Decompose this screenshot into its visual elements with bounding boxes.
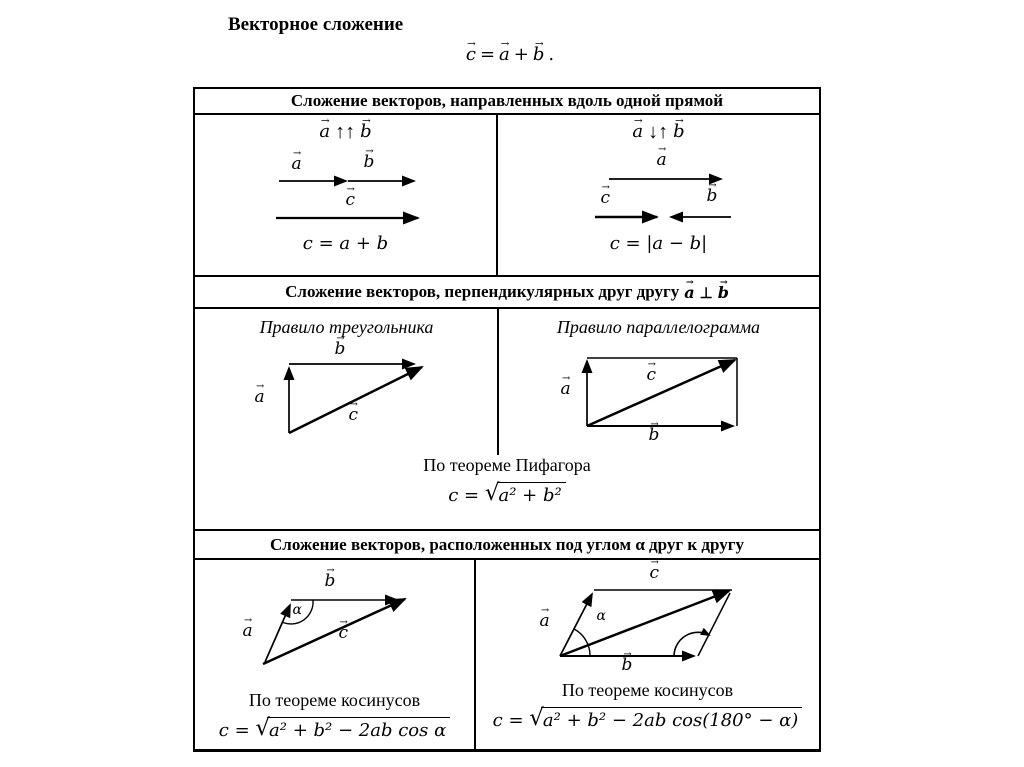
radicand: a² + b² − 2ab cos α <box>267 717 450 741</box>
triangle-rule-caption: Правило треугольника <box>259 317 434 337</box>
vector-a: a → <box>632 121 643 142</box>
label-a: a → <box>561 380 571 399</box>
page-title: Векторное сложение <box>228 14 404 35</box>
section3-header <box>195 529 819 560</box>
plus-sign: + <box>513 44 529 65</box>
sum-formula: c = a + b <box>302 233 389 254</box>
period: . <box>548 44 555 65</box>
formula-lhs: c = <box>492 710 530 731</box>
label-c: c → <box>601 189 611 208</box>
label-b: b → <box>335 340 346 359</box>
sqrt-icon: √ <box>255 715 271 741</box>
section1-antiparallel-cell <box>498 115 819 275</box>
label-c: c → <box>647 366 657 385</box>
formula-lhs: c = <box>448 485 485 506</box>
radicand: a² + b² <box>497 482 566 506</box>
angle-parallelogram-cell <box>476 560 819 749</box>
triangle-rule-diagram <box>217 340 477 444</box>
vector-a: a → <box>684 283 694 302</box>
collinear-same-direction-svg <box>196 143 496 233</box>
sqrt-icon: √ <box>484 480 500 506</box>
vector-b: b → <box>533 44 545 65</box>
parallelogram-rule-cell <box>498 309 819 455</box>
section1-header <box>195 89 819 115</box>
parallelogram-rule-caption: Правило параллелограмма <box>556 317 761 337</box>
angle-parallelogram-diagram <box>528 564 768 676</box>
collinear-same-direction-diagram <box>196 143 496 233</box>
antiparallel-relation <box>498 120 819 143</box>
label-b: b → <box>707 187 718 206</box>
cosine-formula <box>476 707 819 731</box>
label-c: c → <box>650 564 660 583</box>
radicand: a² + b² − 2ab cos(180° − α) <box>541 707 802 731</box>
label-a: a → <box>255 388 265 407</box>
label-alpha: α <box>596 608 606 624</box>
section2-header-text: Сложение векторов, перпендикулярных друг другу <box>285 282 680 301</box>
vector-b: b → <box>360 121 372 142</box>
label-alpha: α <box>292 602 302 618</box>
parallel-arrows-icon: ↑↑ <box>335 121 356 143</box>
perpendicular-icon: ⊥ <box>699 285 713 302</box>
vector-b: b → <box>718 283 729 302</box>
vector-a: a → <box>499 44 510 65</box>
intro-formula <box>0 44 1024 65</box>
angle-triangle-cell <box>195 560 476 749</box>
formula-lhs: c = <box>218 720 256 741</box>
section2-header <box>195 275 819 309</box>
label-b: b → <box>364 153 375 172</box>
vector-c: c → <box>466 44 476 65</box>
vector-addition-table <box>193 87 821 752</box>
angle-triangle-diagram <box>225 570 445 672</box>
pythagoras-caption: По теореме Пифагора <box>423 455 591 475</box>
label-c: c → <box>346 191 356 210</box>
label-b: b → <box>622 656 633 675</box>
vector-b: b → <box>673 121 685 142</box>
section1-header-text: Сложение векторов, направленных вдоль одной прямой <box>290 91 724 110</box>
label-a: a → <box>243 622 253 641</box>
label-b: b → <box>649 426 660 445</box>
section3-body <box>195 560 819 749</box>
section1-body <box>195 115 819 275</box>
label-c: c → <box>349 406 359 425</box>
collinear-opposite-direction-diagram <box>509 143 809 233</box>
label-c: c → <box>339 624 349 643</box>
label-a: a → <box>292 155 302 174</box>
label-a: a → <box>540 612 550 631</box>
pythagoras-formula <box>195 482 819 506</box>
equals-sign: = <box>479 44 496 65</box>
section3-header-text: Сложение векторов, расположенных под углом α друг к другу <box>270 534 744 554</box>
antiparallel-arrows-icon: ↓↑ <box>648 121 669 143</box>
cosine-caption: По теореме косинусов <box>248 690 421 710</box>
parallelogram-rule-diagram <box>539 340 779 444</box>
triangle-rule-cell <box>195 309 498 455</box>
label-a: a → <box>657 151 667 170</box>
vector-a: a → <box>319 121 330 142</box>
pythagoras-block <box>195 455 819 506</box>
angle-parallelogram-svg <box>528 564 768 676</box>
difference-formula: c = |a − b| <box>609 233 708 254</box>
parallel-relation <box>195 120 496 143</box>
cosine-caption: По теореме косинусов <box>561 680 734 700</box>
sqrt-icon: √ <box>529 705 544 731</box>
section2-body <box>195 309 819 529</box>
section1-collinear-cell <box>195 115 498 275</box>
cosine-formula <box>195 717 474 741</box>
label-b: b → <box>325 572 336 591</box>
